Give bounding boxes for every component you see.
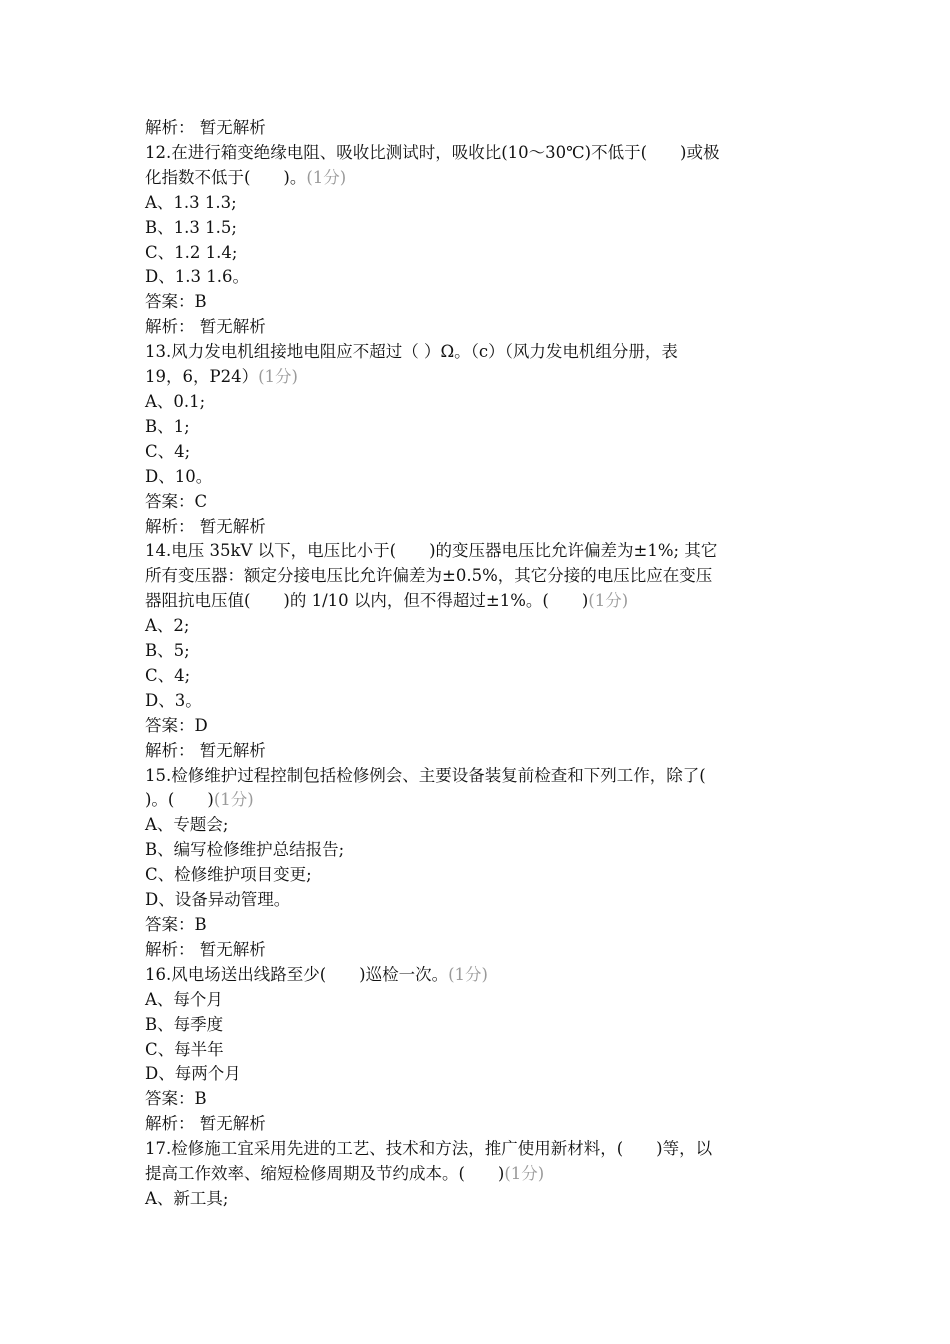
question-stem-text: 17.检修施工宜采用先进的工艺、技术和方法，推广使用新材料，( )等，以: [145, 1139, 713, 1159]
question-stem-text: 器阻抗电压值( )的 1/10 以内，但不得超过±1%。( ): [145, 591, 589, 611]
question-stem-line: [145, 539, 810, 564]
question-stem-line: [145, 1137, 810, 1162]
question-list: [145, 141, 810, 1212]
option-item: C、4;: [145, 441, 191, 461]
option-item: A、新工具;: [145, 1188, 229, 1208]
option-item: A、每个月: [145, 989, 223, 1009]
option-item: B、5;: [145, 641, 190, 661]
option-item: B、每季度: [145, 1014, 224, 1034]
question-block: [145, 963, 810, 1137]
question-stem-line: [145, 963, 810, 988]
question-stem-line: [145, 141, 810, 166]
answer-text: 答案：B: [145, 1089, 207, 1109]
question-stem-text: 所有变压器：额定分接电压比允许偏差为±0.5%，其它分接的电压比应在变压: [145, 566, 713, 586]
option-item: D、3。: [145, 690, 202, 710]
answer-text: 答案：D: [145, 715, 208, 735]
option-item: B、1.3 1.5;: [145, 217, 237, 237]
score-label: (1分): [213, 790, 254, 810]
question-block: [145, 340, 810, 539]
question-block: [145, 539, 810, 763]
option-item: C、每半年: [145, 1039, 224, 1059]
question-stem-text: 12.在进行箱变绝缘电阻、吸收比测试时，吸收比(10～30℃)不低于( )或极: [145, 142, 720, 162]
analysis-text: 解析： 暂无解析: [145, 317, 266, 337]
question-stem-text: 16.风电场送出线路至少( )巡检一次。: [145, 964, 449, 984]
option-item: D、10。: [145, 466, 213, 486]
question-stem-line: [145, 564, 810, 589]
option-item: A、2;: [145, 616, 190, 636]
score-label: (1分): [504, 1164, 545, 1184]
question-stem-line: [145, 365, 810, 390]
question-block: [145, 141, 810, 340]
question-stem-line: [145, 1162, 810, 1187]
score-label: (1分): [448, 964, 488, 984]
option-item: D、设备异动管理。: [145, 890, 291, 910]
option-item: B、编写检修维护总结报告;: [145, 840, 345, 860]
option-item: C、1.2 1.4;: [145, 242, 238, 262]
question-stem-text: 15.检修维护过程控制包括检修例会、主要设备装复前检查和下列工作，除了(: [145, 765, 706, 785]
answer-text: 答案：B: [145, 915, 207, 934]
score-label: (1分): [306, 167, 347, 187]
analysis-text: 解析： 暂无解析: [145, 1114, 266, 1134]
question-stem-text: 14.电压 35kV 以下，电压比小于( )的变压器电压比允许偏差为±1%; 其它: [145, 541, 718, 561]
question-stem-line: [145, 764, 810, 789]
question-stem-text: 13.风力发电机组接地电阻应不超过（ ）Ω。（c）（风力发电机组分册，表: [145, 342, 678, 362]
question-stem-text: )。( ): [145, 790, 214, 810]
score-label: (1分): [588, 591, 629, 611]
analysis-text: 解析： 暂无解析: [145, 939, 266, 959]
exam-page: [145, 116, 810, 1212]
option-item: D、1.3 1.6。: [145, 267, 249, 287]
option-item: B、1;: [145, 416, 190, 436]
option-item: A、0.1;: [145, 391, 206, 411]
score-label: (1分): [258, 367, 298, 387]
question-block: [145, 764, 810, 963]
answer-text: 答案：B: [145, 292, 207, 312]
question-stem-text: 19，6，P24）: [145, 367, 259, 387]
option-item: D、每两个月: [145, 1064, 241, 1084]
question-stem-line: [145, 589, 810, 614]
analysis-text: 解析： 暂无解析: [145, 516, 266, 536]
option-item: A、1.3 1.3;: [145, 192, 237, 212]
option-item: C、检修维护项目变更;: [145, 865, 312, 885]
question-stem-text: 提高工作效率、缩短检修周期及节约成本。( ): [145, 1164, 505, 1184]
question-stem-text: 化指数不低于( )。: [145, 167, 307, 187]
analysis-text: 解析： 暂无解析: [145, 118, 266, 137]
option-item: A、专题会;: [145, 815, 229, 835]
option-item: C、4;: [145, 665, 191, 685]
question-stem-line: [145, 340, 810, 365]
analysis-text: 解析： 暂无解析: [145, 740, 266, 760]
question-block: [145, 1137, 810, 1212]
question-stem-line: [145, 166, 810, 191]
answer-text: 答案：C: [145, 491, 208, 511]
question-stem-line: [145, 788, 810, 813]
